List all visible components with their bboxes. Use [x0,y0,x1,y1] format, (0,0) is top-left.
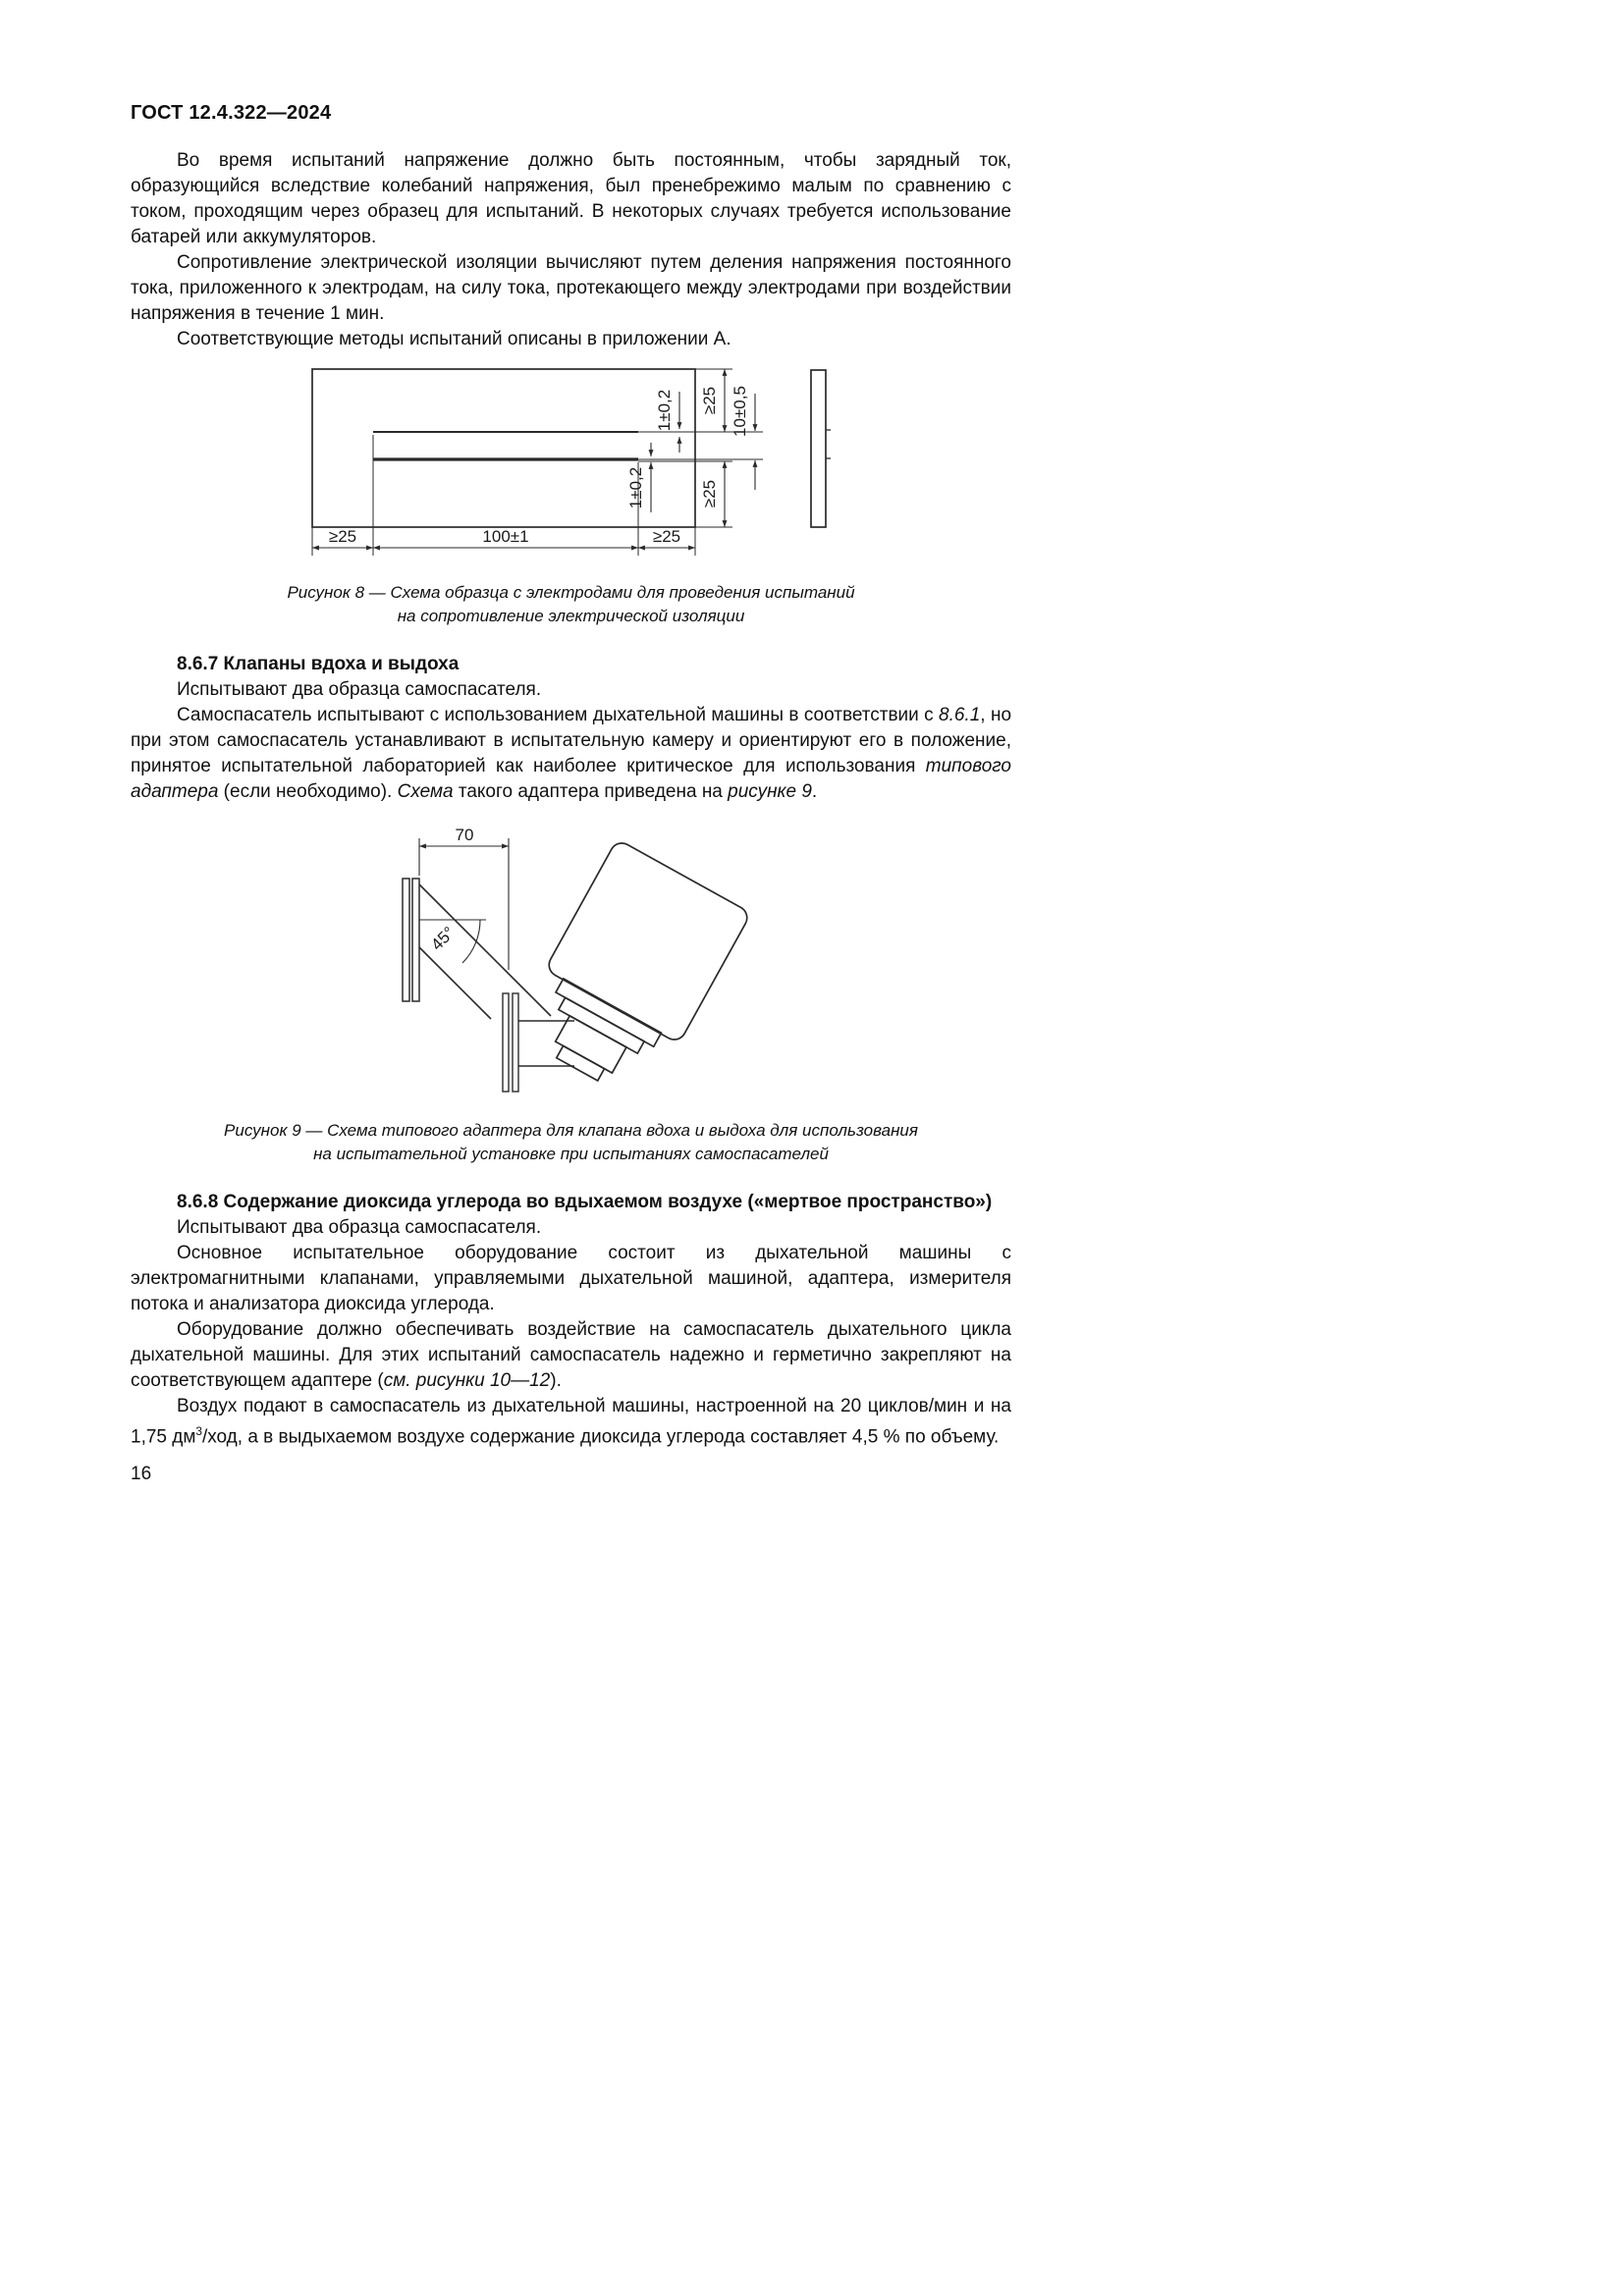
dimension-label: 10±0,5 [731,386,749,437]
section-8-6-7-paragraph-1: Испытывают два образца самоспасателя. [177,679,542,700]
dimension-label: 100±1 [482,527,529,546]
figure8-drawing [295,360,844,571]
section-8-6-8-paragraph-4: Воздух подают в самоспасатель из дыхательной машины, настроенной на 20 циклов/мин и на 1,75 $дм^3$/ход, а в выдыхаемом воздухе содержание диоксида углерода составляет 4,5 % по объему. [131,1396,1011,1448]
section-heading-8-6-8: 8.6.8 Содержание диоксида углерода во вдыхаемом воздухе («мертвое пространство») [177,1192,993,1212]
dimension-lines [419,838,509,970]
figure8-caption [131,581,1011,628]
figure8-caption-line2: на сопротивление электрической изоляции [397,607,745,625]
rescuer-case [545,839,751,1044]
figure9-drawing [388,825,776,1109]
section-heading-8-6-7: 8.6.7 Клапаны вдоха и выдоха [177,654,460,674]
neck-step [559,997,644,1053]
figure9-caption-line1: Рисунок 9 — Схема типового адаптера для клапана вдоха и выдоха для использования [224,1121,918,1140]
figure9-caption [131,1119,1011,1166]
angle-label: 45° [427,923,459,954]
intro-paragraph-3: Соответствующие методы испытаний описаны в приложении А. [177,329,731,349]
text-column [131,0,1011,1485]
dimension-label: ≥25 [328,527,357,546]
dimension-label: 1±0,2 [655,389,674,432]
figure8-caption-line1: Рисунок 8 — Схема образца с электродами для проведения испытаний [287,583,855,602]
dimension-label: ≥25 [700,479,719,508]
dimension-label: ≥25 [700,386,719,415]
flange-plate [503,993,509,1092]
neck-step [557,1045,605,1081]
section-8-6-7-paragraph-2: Самоспасатель испытывают с использованием дыхательной машины в соответствии с 8.6.1, но при этом самоспасатель устанавливают в испытательную камеру и ориентируют его в положение, принятое испытательной лабораторией как наиболее критическое для использования типового адаптера (если необходимо). Схема такого адаптера приведена на рисунке 9. [131,705,1012,802]
flange-plate [513,993,518,1092]
figure9-caption-line2: на испытательной установке при испытаниях самоспасателей [313,1145,829,1163]
intro-paragraph-2: Сопротивление электрической изоляции вычисляют путем деления напряжения постоянного тока, приложенного к электродам, на силу тока, протекающего между электродами при воздействии напряжения в течение 1 мин. [131,252,1011,324]
angle-arc [462,920,480,963]
intro-paragraph-1: Во время испытаний напряжение должно быть постоянным, чтобы зарядный ток, образующийся вследствие колебаний напряжения, был пренебрежимо малым по сравнению с током, проходящим через образец для испытаний. В некоторых случаях требуется использование батарей или аккумуляторов. [131,150,1011,247]
dimension-label: 1±0,2 [626,466,645,509]
sample-side-view [811,370,826,527]
section-8-6-8-paragraph-3: Оборудование должно обеспечивать воздействие на самоспасатель дыхательного цикла дыхательной машины. Для этих испытаний самоспасатель надежно и герметично закрепляют на соответствующем адаптере (см. рисунки 10—12). [131,1319,1011,1391]
mouthpiece [556,1016,626,1073]
section-8-6-8-paragraph-1: Испытывают два образца самоспасателя. [177,1217,542,1238]
adapter-tube [419,884,574,1066]
dimension-label: ≥25 [652,527,681,546]
document-header: ГОСТ 12.4.322—2024 [131,102,332,124]
section-8-6-8-paragraph-2: Основное испытательное оборудование состоит из дыхательной машины с электромагнитными клапанами, управляемыми дыхательной машиной, адаптера, измерителя потока и анализатора диоксида углерода. [131,1243,1011,1314]
flange-plate [403,879,409,1001]
flange-plate [412,879,419,1001]
page-number: 16 [131,1464,152,1485]
dimension-label: 70 [455,826,474,844]
